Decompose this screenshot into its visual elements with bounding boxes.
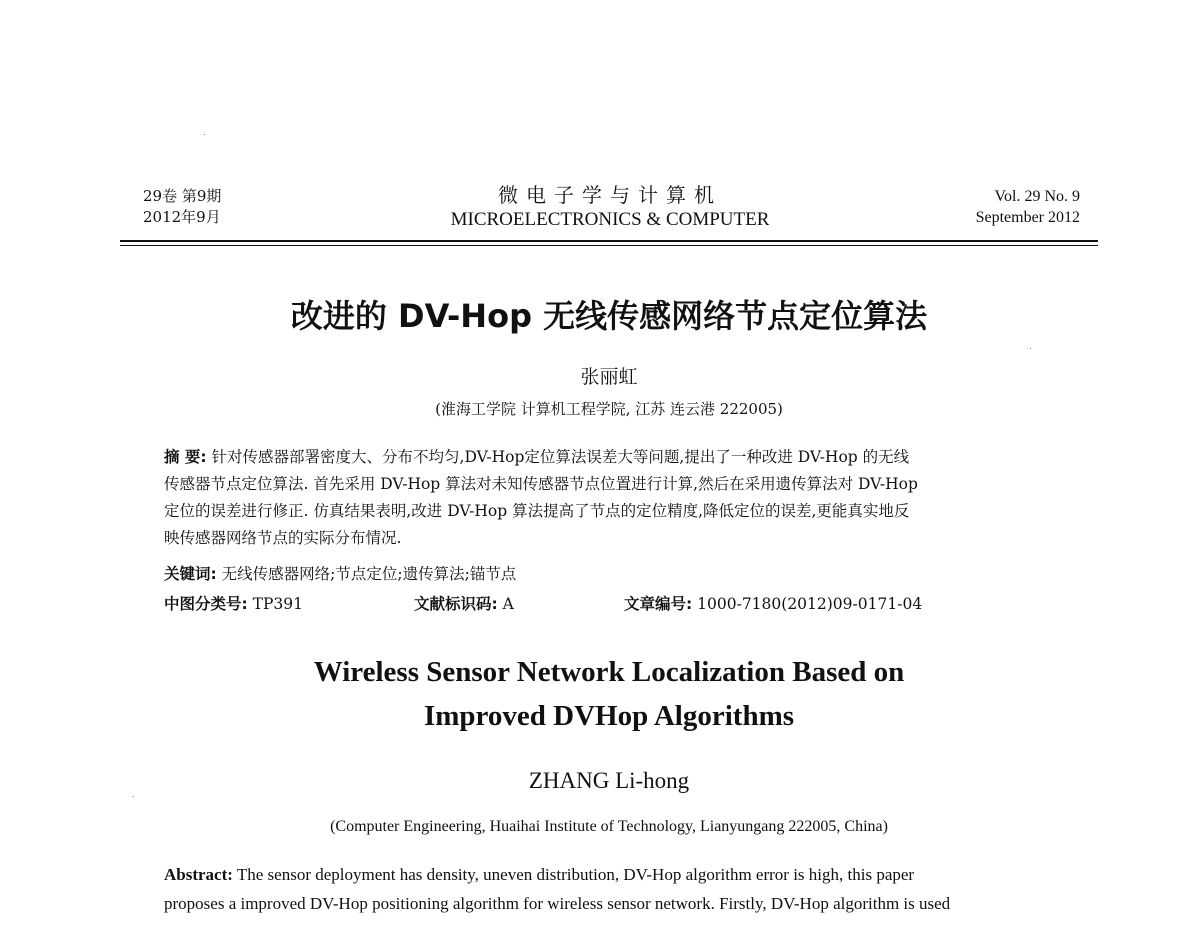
paper-title-cn: 改进的 DV-Hop 无线传感网络节点定位算法 [290,297,928,335]
author-name-en: ZHANG Li-hong [528,768,690,793]
journal-name [380,182,840,232]
header-rule-thin [120,245,1098,246]
scan-speck [204,134,205,135]
article-number: 文章编号: 1000-7180(2012)09-0171-04 [624,595,923,613]
date-cn: 2012年9月 [143,208,221,226]
volume-issue-en: Vol. 29 No. 9 [994,188,1080,205]
scan-speck [1030,348,1031,349]
clc-number: 中图分类号: TP391 [164,595,303,613]
date-en: September 2012 [975,209,1080,226]
abstract-en-line: proposes a improved DV-Hop positioning algorithm for wireless sensor network. Firstly, DV-Hop algorithm is used [164,894,951,913]
issue-info-en [890,186,1080,228]
abstract-cn-line: 传感器节点定位算法. 首先采用 DV-Hop 算法对未知传感器节点位置进行计算,然后在采用遗传算法对 DV-Hop [164,475,918,493]
abstract-cn [164,444,1056,552]
abstract-cn-line: 定位的误差进行修正. 仿真结果表明,改进 DV-Hop 算法提高了节点的定位精度,降低定位的误差,更能真实地反 [164,502,910,520]
keywords-cn-label: 关键词: [164,565,217,583]
header-rule-thick [120,240,1098,242]
issue-info [143,186,221,228]
keywords-cn-text: 无线传感器网络;节点定位;遗传算法;锚节点 [221,565,517,583]
abstract-cn-line: 摘 要: 针对传感器部署密度大、分布不均匀,DV-Hop定位算法误差大等问题,提出了一种改进 DV-Hop 的无线 [164,448,910,466]
paper-title-en-line: Wireless Sensor Network Localization Based on [313,656,905,688]
abstract-en [164,860,1056,918]
abstract-en-line: Abstract: The sensor deployment has density, uneven distribution, DV-Hop algorithm error is high, this paper [164,865,915,884]
journal-name-en: MICROELECTRONICS & COMPUTER [450,209,770,230]
affiliation-en: (Computer Engineering, Huaihai Institute of Technology, Lianyungang 222005, China) [330,818,888,835]
journal-name-cn: 微电子学与计算机 [498,183,722,207]
document-code: 文献标识码: A [414,595,514,613]
affiliation-cn: (淮海工学院 计算机工程学院, 江苏 连云港 222005) [435,400,783,418]
keywords-cn [164,562,1056,586]
volume-issue-cn: 29卷 第9期 [143,187,222,205]
paper-title-en-line: Improved DVHop Algorithms [423,700,795,732]
paper-title-en [120,650,1098,738]
author-name-cn: 张丽虹 [580,366,638,388]
abstract-cn-label: 摘 要: [164,448,207,466]
abstract-cn-line: 映传感器网络节点的实际分布情况. [164,529,402,547]
scan-speck [133,796,134,797]
abstract-en-label: Abstract: [164,865,233,884]
